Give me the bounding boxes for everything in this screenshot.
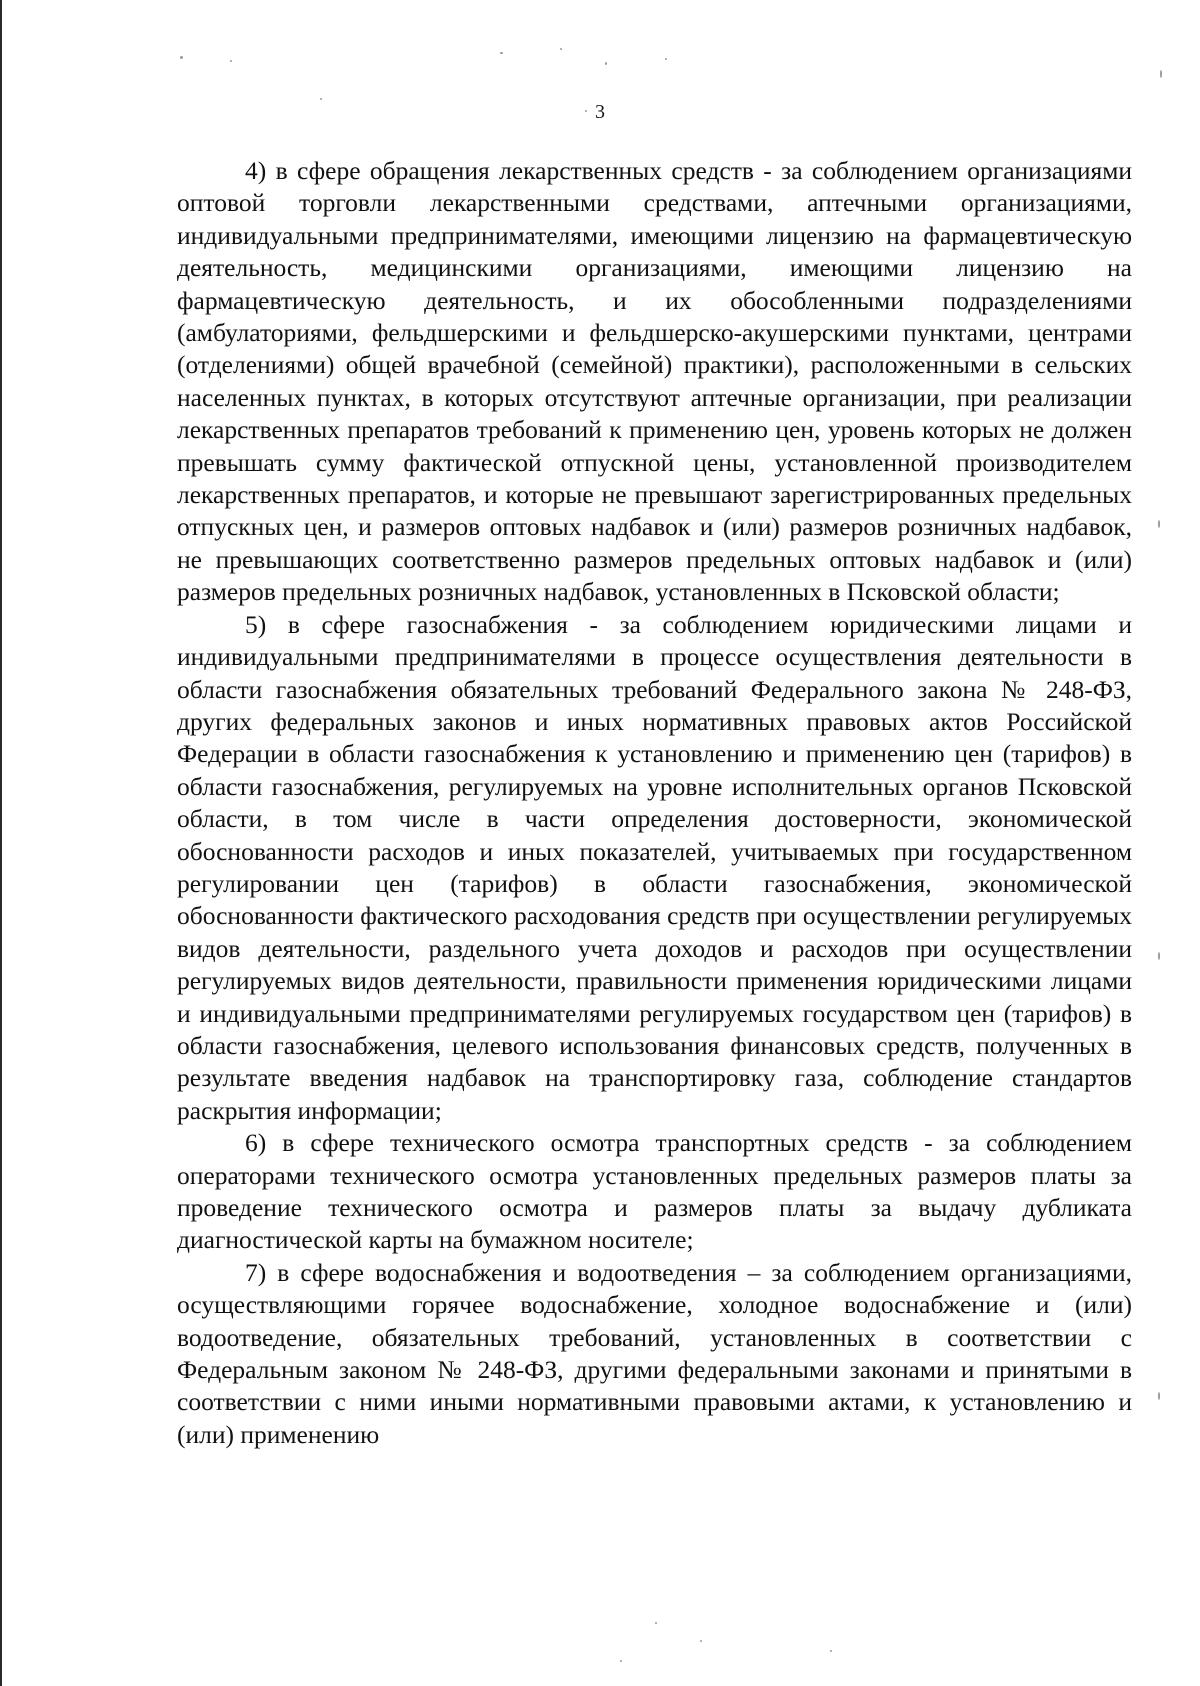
- scan-speck: [830, 1650, 832, 1652]
- scan-speck: [1158, 952, 1160, 960]
- scan-speck: [180, 56, 183, 59]
- scan-speck: [665, 58, 667, 60]
- scan-speck: [700, 1640, 702, 1642]
- scan-speck: [560, 48, 562, 50]
- document-body: [177, 155, 1132, 1451]
- paragraph-item-7: 7) в сфере водоснабжения и водоотведения – за соблюдением организациями, осуществляющими горячее водоснабжение, холодное водоснабжение и (или) водоотведение, обязательных требований, установленных в соответствии с Федеральным законом № 248-ФЗ, другими федеральными законами и принятыми в соответствии с ними иными нормативными правовыми актами, к установлению и (или) применению: [177, 1257, 1132, 1449]
- scan-speck: [1158, 520, 1160, 528]
- scan-speck: [620, 1660, 622, 1662]
- paragraph-item-4: 4) в сфере обращения лекарственных средств - за соблюдением организациями оптовой торговли лекарственными средствами, аптечными организациями, индивидуальными предпринимателями, имеющими лицензию на фармацевтическую деятельность, медицинскими организациями, имеющими лицензию на фармацевтическую деятельность, и их обособленными подразделениями (амбулаториями, фельдшерскими и фельдшерско-акушерскими пунктами, центрами (отделениями) общей врачебной (семейной) практики), расположенными в сельских населенных пунктах, в которых отсутствуют аптечные организации, при реализации лекарственных препаратов требований к применению цен, уровень которых не должен превышать сумму фактической отпускной цены, установленной производителем лекарственных препаратов, и которые не превышают зарегистрированных предельных отпускных цен, и размеров оптовых надбавок и (или) размеров розничных надбавок, не превышающих соответственно размеров предельных оптовых надбавок и (или) размеров предельных розничных надбавок, установленных в Псковской области;: [177, 156, 1132, 607]
- scan-speck: [605, 62, 607, 65]
- scan-left-edge: [0, 0, 2, 1686]
- paragraph-item-5: 5) в сфере газоснабжения - за соблюдением юридическими лицами и индивидуальными предпринимателями в процессе осуществления деятельности в области газоснабжения обязательных требований Федерального закона № 248-ФЗ, других федеральных законов и иных нормативных правовых актов Российской Федерации в области газоснабжения к установлению и применению цен (тарифов) в области газоснабжения, регулируемых на уровне исполнительных органов Псковской области, в том числе в части определения достоверности, экономической обоснованности расходов и иных показателей, учитываемых при государственном регулировании цен (тарифов) в области газоснабжения, экономической обоснованности фактического расходования средств при осуществлении регулируемых видов деятельности, раздельного учета доходов и расходов при осуществлении регулируемых видов деятельности, правильности применения юридическими лицами и индивидуальными предпринимателями регулируемых государством цен (тарифов) в области газоснабжения, целевого использования финансовых средств, полученных в результате введения надбавок на транспортировку газа, соблюдение стандартов раскрытия информации;: [177, 609, 1132, 1125]
- scan-speck: [1160, 70, 1162, 78]
- paragraph-item-6: 6) в сфере технического осмотра транспортных средств - за соблюдением операторами технического осмотра установленных предельных размеров платы за проведение технического осмотра и размеров платы за выдачу дубликата диагностической карты на бумажном носителе;: [177, 1128, 1132, 1255]
- scan-speck: [1158, 1392, 1160, 1400]
- scan-speck: [500, 52, 503, 54]
- scan-speck: [230, 60, 232, 62]
- scan-speck: [655, 1622, 657, 1624]
- page-number: 3: [595, 101, 605, 123]
